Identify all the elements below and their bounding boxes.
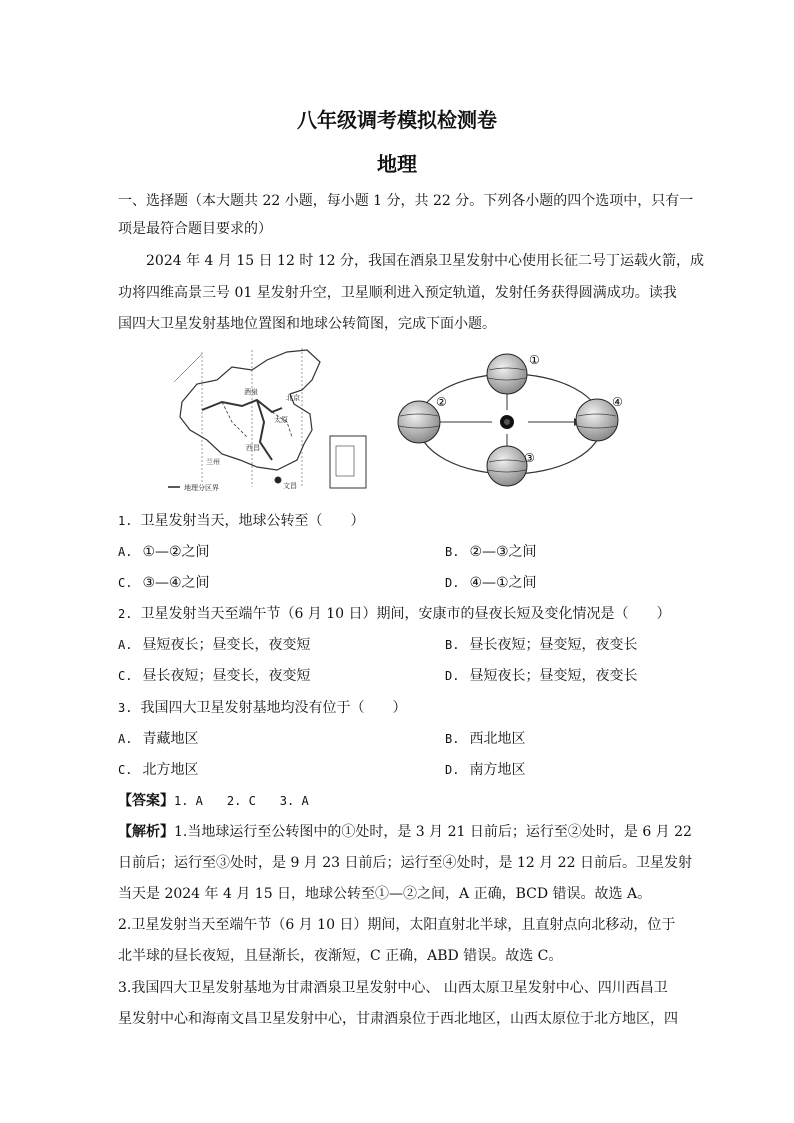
question-3-option-a[interactable]: A. 青藏地区 <box>118 731 199 747</box>
map-label-xichang: 西昌 <box>246 444 260 452</box>
answer-values: 1. A 2. C 3. A <box>174 794 309 808</box>
analysis-line7: 星发射中心和海南文昌卫星发射中心，甘肃酒泉位于西北地区，山西太原位于北方地区，四 <box>118 1011 678 1027</box>
exam-title: 八年级调考模拟检测卷 <box>297 108 497 132</box>
map-label-jiuquan: 酒泉 <box>244 388 258 396</box>
question-2-option-d[interactable]: D. 昼短夜长；昼变短，夜变长 <box>445 668 638 684</box>
analysis-line3: 当天是 2024 年 4 月 15 日，地球公转至①—②之间，A 正确，BCD 错误。故选 A。 <box>118 886 652 902</box>
china-launch-sites-map <box>162 342 372 494</box>
question-1-option-c[interactable]: C. ③—④之间 <box>118 575 210 591</box>
earth-position-4 <box>576 395 623 441</box>
analysis-line2: 日前后；运行至③处时，是 9 月 23 日前后；运行至④处时，是 12 月 22 日前后。卫星发射 <box>118 855 692 871</box>
question-2-text: 卫星发射当天至端午节（6 月 10 日）期间，安康市的昼夜长短及变化情况是（ ） <box>140 606 671 622</box>
question-3-text: 我国四大卫星发射基地均没有位于（ ） <box>140 700 407 716</box>
question-1-option-b[interactable]: B. ②—③之间 <box>445 544 537 560</box>
map-label-taiyuan: 太原 <box>274 416 288 424</box>
position-label-4: ④ <box>612 395 623 409</box>
passage-line3: 国四大卫星发射基地位置图和地球公转简图，完成下面小题。 <box>118 316 496 332</box>
map-label-wenchang: 文昌 <box>283 482 297 490</box>
section-heading-line1: 一、选择题（本大题共 22 小题，每小题 1 分，共 22 分。下列各小题的四个选项中，只有一 <box>118 193 694 209</box>
question-2-option-c[interactable]: C. 昼长夜短；昼变长，夜变短 <box>118 668 311 684</box>
map-legend-boundary: 地理分区界 <box>184 484 219 492</box>
question-3 <box>118 697 678 717</box>
question-1-text: 卫星发射当天，地球公转至（ ） <box>140 513 365 529</box>
passage-line2: 功将四维高景三号 01 星发射升空，卫星顺利进入预定轨道，发射任务获得圆满成功。读我 <box>118 285 677 301</box>
earth-position-2 <box>398 395 447 443</box>
question-2-option-a[interactable]: A. 昼短夜长；昼变长，夜变短 <box>118 637 311 653</box>
question-3-number: 3. <box>118 701 133 715</box>
map-label-beijing: 北京 <box>286 394 300 402</box>
question-3-option-c[interactable]: C. 北方地区 <box>118 762 199 778</box>
answer-label: 【答案】 <box>118 793 174 809</box>
question-1-option-d[interactable]: D. ④—①之间 <box>445 575 537 591</box>
answer-line <box>118 790 678 810</box>
analysis-line1: 【解析】1.当地球运行至公转图中的①处时，是 3 月 21 日前后；运行至②处时，是 6 月 22 <box>118 824 692 840</box>
map-label-lanzhou: 兰州 <box>206 458 220 466</box>
earth-position-1 <box>487 353 540 394</box>
passage-line1: 2024 年 4 月 15 日 12 时 12 分，我国在酒泉卫星发射中心使用长征二号丁运载火箭，成 <box>146 253 705 269</box>
subject-title: 地理 <box>377 152 417 176</box>
question-2-number: 2. <box>118 607 133 621</box>
analysis-label: 【解析】 <box>118 824 174 840</box>
position-label-2: ② <box>436 395 447 409</box>
question-2-option-b[interactable]: B. 昼长夜短；昼变短，夜变长 <box>445 637 638 653</box>
question-2 <box>118 603 678 623</box>
position-label-1: ① <box>529 353 540 367</box>
analysis-line6: 3.我国四大卫星发射基地为甘肃酒泉卫星发射中心、 山西太原卫星发射中心、四川西昌卫 <box>118 980 668 996</box>
analysis-line4: 2.卫星发射当天至端午节（6 月 10 日）期间，太阳直射北半球，且直射点向北移动，位于 <box>118 917 676 933</box>
question-3-option-d[interactable]: D. 南方地区 <box>445 762 526 778</box>
question-3-option-b[interactable]: B. 西北地区 <box>445 731 526 747</box>
question-1-option-a[interactable]: A. ①—②之间 <box>118 544 210 560</box>
section-heading-line2: 项是最符合题目要求的） <box>118 221 272 237</box>
position-label-3: ③ <box>524 451 535 465</box>
earth-position-3 <box>487 446 535 486</box>
question-1 <box>118 510 678 530</box>
analysis-line5: 北半球的昼长夜短，且昼渐长，夜渐短，C 正确，ABD 错误。故选 C。 <box>118 948 563 964</box>
earth-revolution-diagram <box>392 346 642 498</box>
question-1-number: 1. <box>118 514 133 528</box>
